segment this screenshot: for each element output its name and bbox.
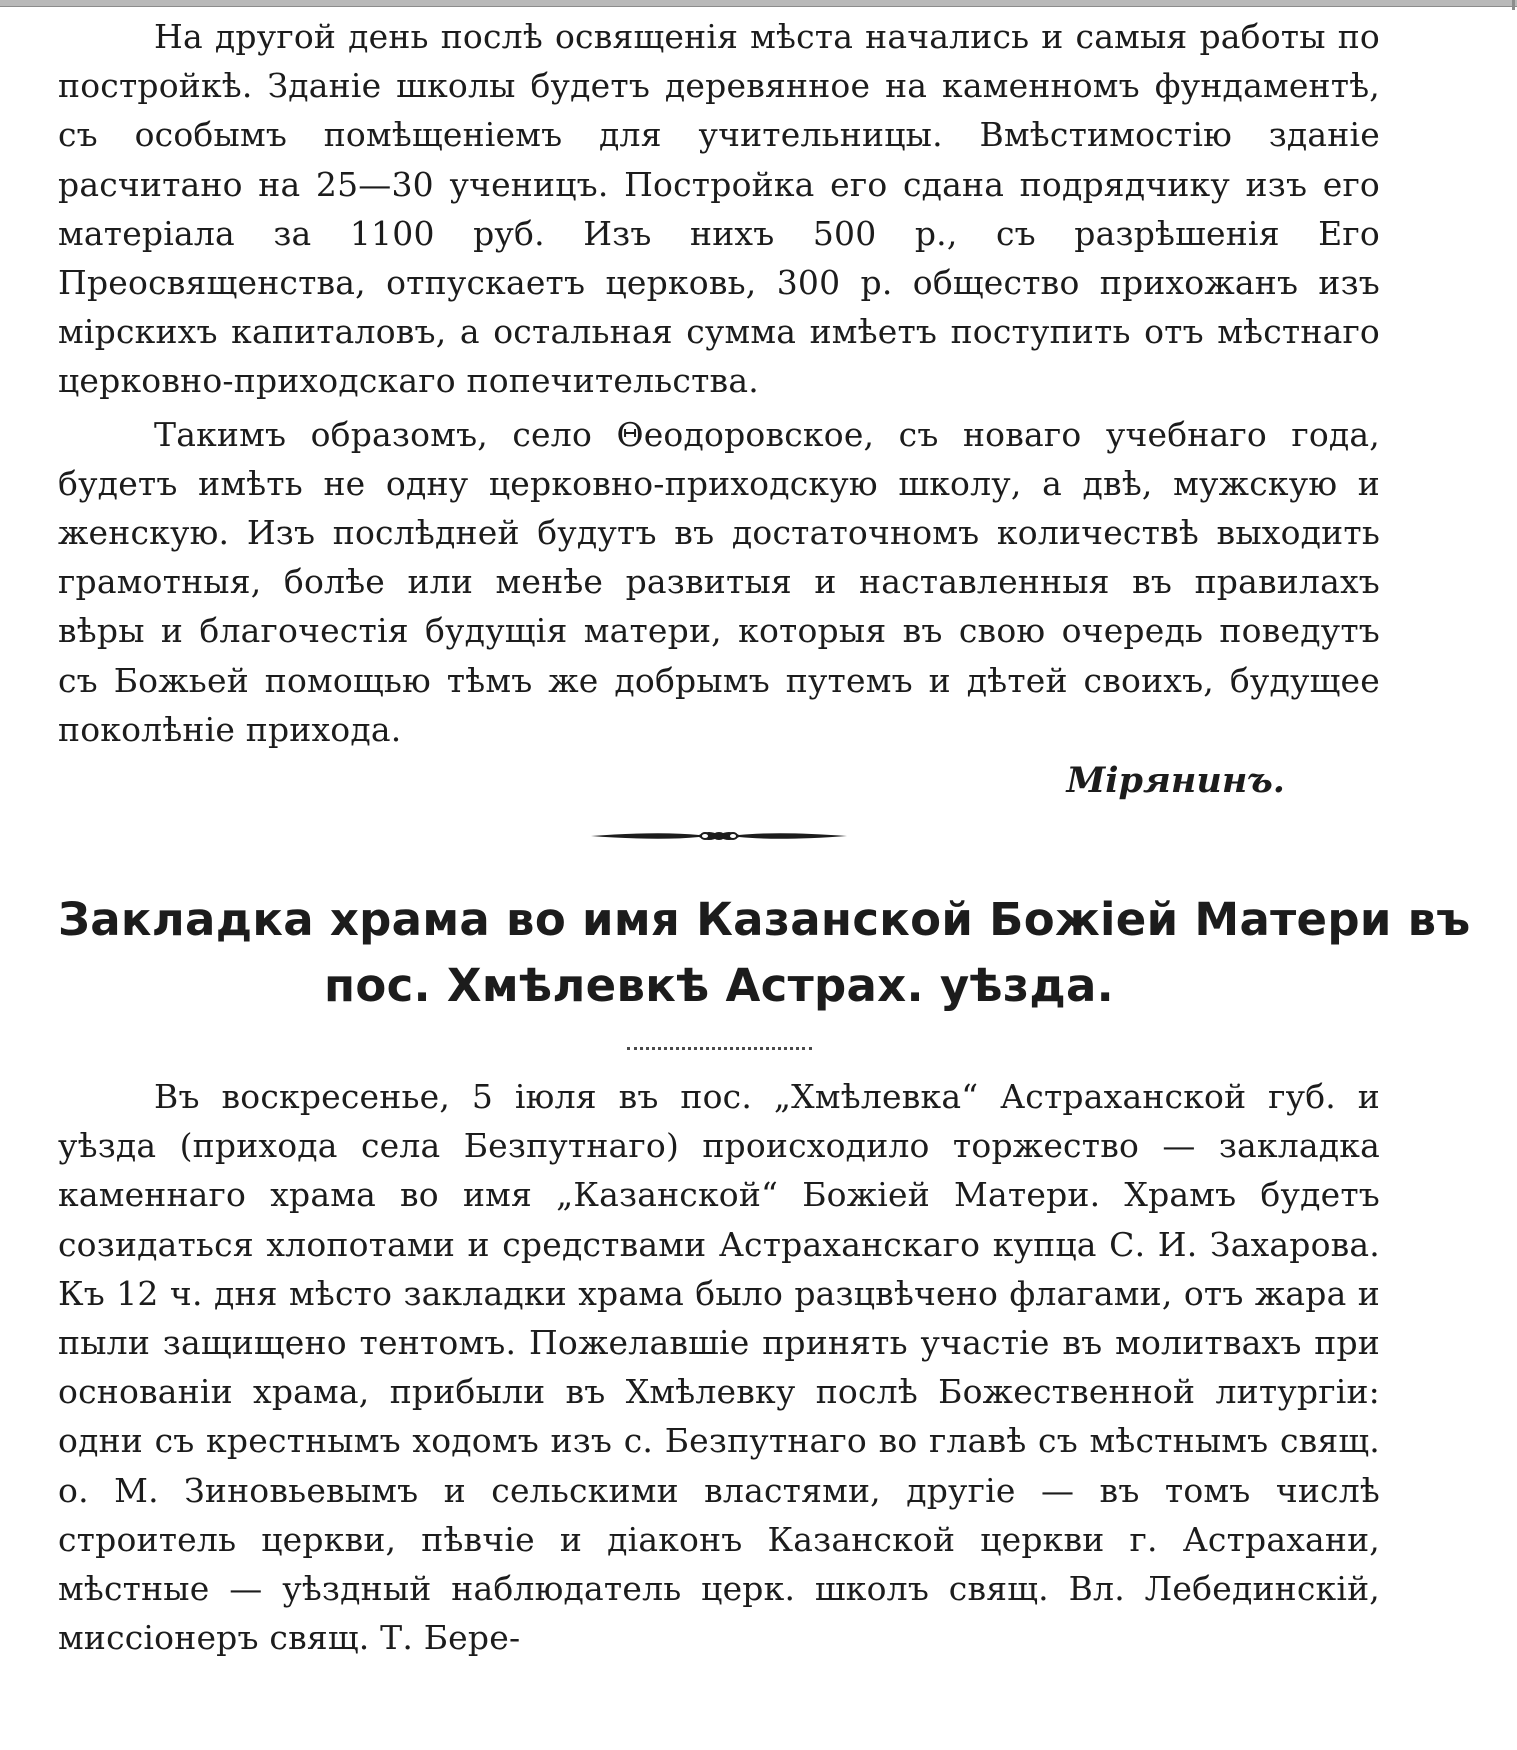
page-corner-mark	[1512, 0, 1515, 10]
headline-line-2: пос. Хмѣлевкѣ Астрах. уѣзда.	[323, 959, 1115, 1013]
article-church-founding	[58, 887, 1471, 1662]
author-signature: Мірянинъ.	[1066, 760, 1285, 802]
headline-line-1: Закладка храма во имя Казанской Божіей Матери въ	[58, 893, 1471, 947]
article2-headline	[58, 887, 1471, 1019]
dotted-divider	[627, 1047, 812, 1050]
page-top-edge	[0, 0, 1517, 7]
newspaper-page	[58, 12, 1471, 1662]
article1-paragraph-2: Такимъ образомъ, село Θеодоровское, съ новаго учебнаго года, будетъ имѣть не одну церковно-приходскую школу, а двѣ, мужскую и женскую. Изъ послѣдней будутъ въ достаточномъ количествѣ выходить грамотныя, болѣе или менѣе развитыя и наставленныя въ правилахъ вѣры и благочестія будущія матери, которыя въ свою очередь поведутъ съ Божьей помощью тѣмъ же добрымъ путемъ и дѣтей своихъ, будущее поколѣніе прихода.	[58, 414, 1380, 749]
article2-paragraph-1: Въ воскресенье, 5 іюля въ пос. „Хмѣлевка“ Астраханской губ. и уѣзда (прихода села Безпутнаго) происходило торжество — закладка каменнаго храма во имя „Казанской“ Божіей Матери. Храмъ будетъ созидаться хлопотами и средствами Астраханскаго купца С. И. Захарова. Къ 12 ч. дня мѣсто закладки храма было разцвѣчено флагами, отъ жара и пыли защищено тентомъ. Пожелавшіе принять участіе въ молитвахъ при основаніи храма, прибыли въ Хмѣлевку послѣ Божественной литургіи: одни съ крестнымъ ходомъ изъ с. Безпутнаго во главѣ съ мѣстнымъ свящ. о. М. Зиновьевымъ и сельскими властями, другіе — въ томъ числѣ строитель церкви, пѣвчіе и діаконъ Казанской церкви г. Астрахани, мѣстные — уѣздный наблюдатель церк. школъ свящ. Вл. Лебединскій, миссіонеръ свящ. Т. Бере-	[58, 1077, 1380, 1658]
ornamental-divider-icon	[589, 825, 849, 847]
article1-paragraph-1: На другой день послѣ освященія мѣста начались и самыя работы по постройкѣ. Зданіе школы будетъ деревянное на каменномъ фундаментѣ, съ особымъ помѣщеніемъ для учительницы. Вмѣстимостію зданіе расчитано на 25—30 ученицъ. Постройка его сдана подрядчику изъ его матеріала за 1100 руб. Изъ нихъ 500 р., съ разрѣшенія Его Преосвященства, отпускаетъ церковь, 300 р. общество прихожанъ изъ мірскихъ капиталовъ, а остальная сумма имѣетъ поступить отъ мѣстнаго церковно-приходскаго попечительства.	[58, 17, 1380, 401]
article-school-construction	[58, 12, 1380, 805]
